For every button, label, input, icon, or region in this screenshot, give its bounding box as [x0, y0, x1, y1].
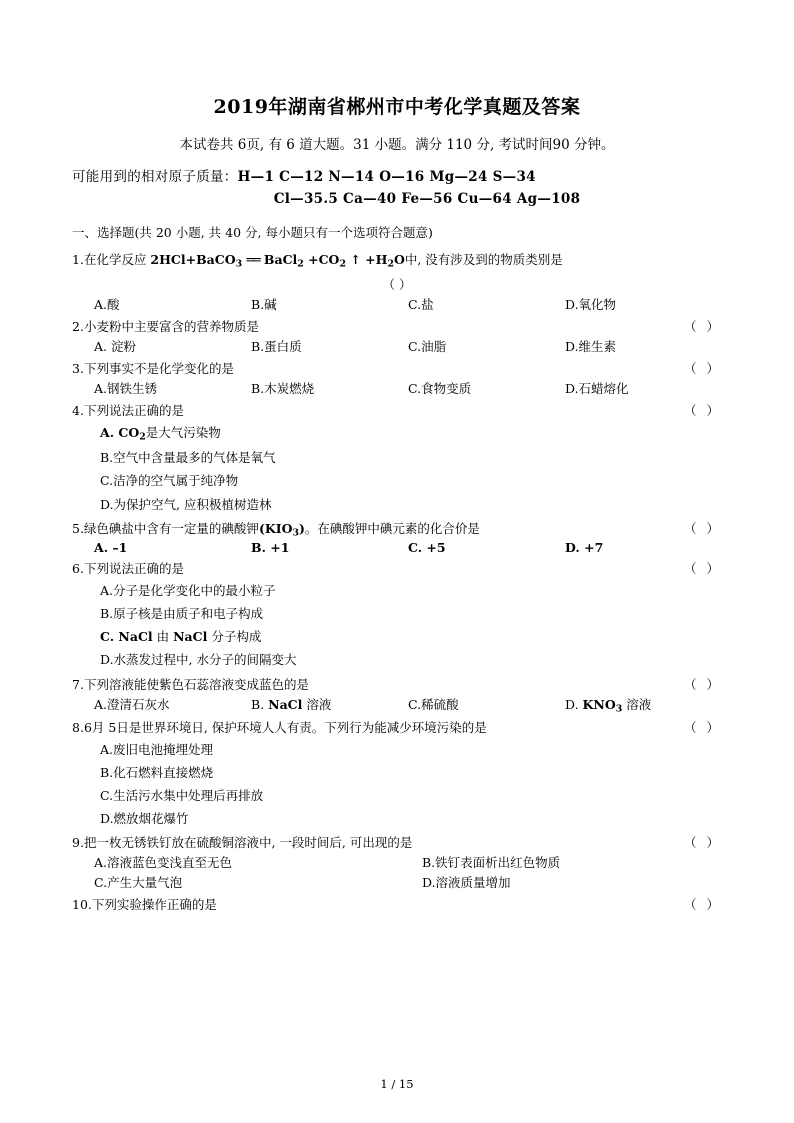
question-4: [72, 401, 722, 513]
option-d[interactable]: D.石蜡熔化: [565, 381, 629, 397]
question-6-answer-bracket: （ ）: [684, 561, 722, 577]
question-4-answer-bracket: （ ）: [684, 403, 722, 419]
question-3-number: 3.: [72, 361, 84, 377]
question-5-answer-bracket: （ ）: [684, 520, 722, 536]
question-5-options: [72, 540, 722, 555]
question-10-text: [72, 895, 662, 913]
atomic-mass-values-1: H—1 C—12 N—14 O—16 Mg—24 S—34: [237, 169, 536, 185]
option-b[interactable]: B.铁钉表面析出红色物质: [422, 855, 561, 871]
question-1-number: 1.: [72, 252, 84, 267]
option-b[interactable]: B.化石燃料直接燃烧: [100, 765, 214, 781]
option-a[interactable]: A. –1: [94, 540, 128, 556]
option-a[interactable]: A.分子是化学变化中的最小粒子: [100, 583, 276, 599]
option-c[interactable]: C. NaCl 由 NaCl 分子构成: [100, 629, 262, 645]
option-a[interactable]: A. 淀粉: [94, 339, 136, 355]
question-8-text: [72, 718, 662, 736]
question-7-options: [72, 695, 722, 714]
option-c[interactable]: C. +5: [408, 540, 446, 556]
question-3-stem-text: 下列事实不是化学变化的是: [83, 361, 234, 377]
option-c[interactable]: C.产生大量气泡: [94, 875, 183, 891]
option-b[interactable]: B.蛋白质: [251, 339, 302, 355]
atomic-mass-line-1: [72, 165, 722, 185]
question-6-stem: [72, 559, 722, 577]
question-1-stem-post: 中, 没有涉及到的物质类别是: [404, 252, 563, 267]
option-c[interactable]: C.食物变质: [408, 381, 472, 397]
question-2-options: [72, 337, 722, 355]
question-4-number: 4.: [72, 403, 84, 419]
question-8: [72, 718, 722, 829]
question-10-number: 10.: [72, 897, 92, 913]
exam-subtitle: 本试卷共 6页, 有 6 道大题。31 小题。满分 110 分, 考试时间90 分钟。: [179, 137, 615, 153]
question-1: [72, 251, 722, 313]
question-6-text: [72, 559, 662, 577]
option-b[interactable]: B.木炭燃烧: [251, 381, 315, 397]
question-7-text: [72, 675, 662, 693]
question-4-text: [72, 401, 662, 419]
option-c[interactable]: C.生活污水集中处理后再排放: [100, 788, 264, 804]
atomic-mass-values-2: Cl—35.5 Ca—40 Fe—56 Cu—64 Ag—108: [273, 191, 581, 207]
page-title: 2019年湖南省郴州市中考化学真题及答案: [213, 96, 581, 118]
question-9-stem: [72, 833, 722, 851]
question-10-stem: [72, 895, 722, 913]
question-4-options: [72, 424, 722, 513]
question-10-answer-bracket: （ ）: [684, 897, 722, 913]
question-7: [72, 675, 722, 714]
option-b[interactable]: B. +1: [251, 540, 290, 556]
option-b[interactable]: B. NaCl 溶液: [251, 696, 332, 712]
question-1-options: [72, 295, 722, 313]
question-3-stem: [72, 359, 722, 377]
option-c[interactable]: C.油脂: [408, 339, 447, 355]
question-7-answer-bracket: （ ）: [684, 676, 722, 692]
question-5-stem: [72, 519, 722, 538]
question-5-text: 5.绿色碘盐中含有一定量的碘酸钾$(KIO_3)$。在碘酸钾中碘元素的化合价是: [72, 520, 480, 539]
question-6-number: 6.: [72, 561, 84, 577]
question-6-stem-text: 下列说法正确的是: [83, 561, 184, 577]
option-c[interactable]: C.盐: [408, 297, 434, 313]
question-10-stem-text: 下列实验操作正确的是: [91, 897, 217, 913]
question-4-stem: [72, 401, 722, 419]
question-6-options: [72, 582, 722, 670]
question-8-options: [72, 741, 722, 829]
question-10: [72, 895, 722, 913]
question-2-number: 2.: [72, 319, 84, 335]
question-1-equation: 2HCl+BaCO$_3$ ══ BaCl$_2$ $+CO_2$ ↑ $+H_2O$: [150, 252, 405, 270]
question-9-text: [72, 833, 662, 851]
option-a[interactable]: A.澄清石灰水: [94, 696, 170, 712]
option-a[interactable]: A.溶液蓝色变浅直至无色: [94, 855, 233, 871]
question-3-options: [72, 379, 722, 397]
question-1-answer-bracket: （ ）: [382, 277, 412, 293]
option-d[interactable]: D.燃放烟花爆竹: [100, 811, 189, 827]
question-1-stem: [72, 251, 722, 271]
question-7-stem-text: 下列溶液能使紫色石蕊溶液变成蓝色的是: [83, 676, 309, 692]
question-3: [72, 359, 722, 397]
question-9-options-row-1: [72, 853, 722, 871]
question-5: [72, 519, 722, 555]
question-2-text: [72, 317, 662, 335]
question-9: [72, 833, 722, 891]
option-d[interactable]: D.水蒸发过程中, 水分子的间隔变大: [100, 652, 297, 668]
question-9-number: 9.: [72, 835, 84, 851]
question-2: [72, 317, 722, 355]
option-b[interactable]: B.原子核是由质子和电子构成: [100, 606, 264, 622]
question-2-answer-bracket: （ ）: [684, 319, 722, 335]
atomic-mass-line-2: [72, 191, 722, 207]
question-9-options-row-2: [72, 873, 722, 891]
option-d[interactable]: D.溶液质量增加: [422, 875, 511, 891]
question-8-number: 8.: [72, 719, 84, 735]
option-a[interactable]: A.钢铁生锈: [94, 381, 158, 397]
question-8-stem-text: 6月 5日是世界环境日, 保护环境人人有责。下列行为能减少环境污染的是: [83, 719, 487, 735]
option-a[interactable]: A.酸: [94, 297, 120, 313]
option-d[interactable]: D.氧化物: [565, 297, 617, 313]
question-2-stem-text: 小麦粉中主要富含的营养物质是: [83, 319, 259, 335]
question-3-answer-bracket: （ ）: [684, 361, 722, 377]
question-7-number: 7.: [72, 676, 84, 692]
question-1-stem-pre: 在化学反应: [83, 252, 151, 267]
option-b[interactable]: B.空气中含量最多的气体是氧气: [100, 450, 276, 466]
question-9-stem-text: 把一枚无锈铁钉放在硫酸铜溶液中, 一段时间后, 可出现的是: [83, 835, 413, 851]
question-2-stem: [72, 317, 722, 335]
question-6: [72, 559, 722, 670]
option-c[interactable]: C.洁净的空气属于纯净物: [100, 473, 239, 489]
question-8-answer-bracket: （ ）: [684, 719, 722, 735]
option-d[interactable]: D.维生素: [565, 339, 617, 355]
atomic-mass-lead: 可能用到的相对原子质量：: [72, 169, 238, 185]
question-8-stem: [72, 718, 722, 736]
question-4-stem-text: 下列说法正确的是: [83, 403, 184, 419]
option-a[interactable]: A. $CO_2$是大气污染物: [100, 425, 221, 443]
option-b[interactable]: B.碱: [251, 297, 277, 313]
question-3-text: [72, 359, 662, 377]
option-c[interactable]: C.稀硫酸: [408, 696, 459, 712]
section-heading-choice: 一、选择题(共 20 小题, 共 40 分, 每小题只有一个选项符合题意): [72, 225, 433, 240]
question-9-answer-bracket: （ ）: [684, 835, 722, 851]
option-a[interactable]: A.废旧电池掩埋处理: [100, 741, 214, 757]
option-d[interactable]: D. +7: [565, 540, 604, 556]
option-d[interactable]: D. $KNO_3$ 溶液: [565, 696, 652, 714]
option-d[interactable]: D.为保护空气, 应积极植树造林: [100, 496, 272, 512]
page-footer: 1 / 15: [380, 1077, 414, 1091]
question-7-stem: [72, 675, 722, 693]
